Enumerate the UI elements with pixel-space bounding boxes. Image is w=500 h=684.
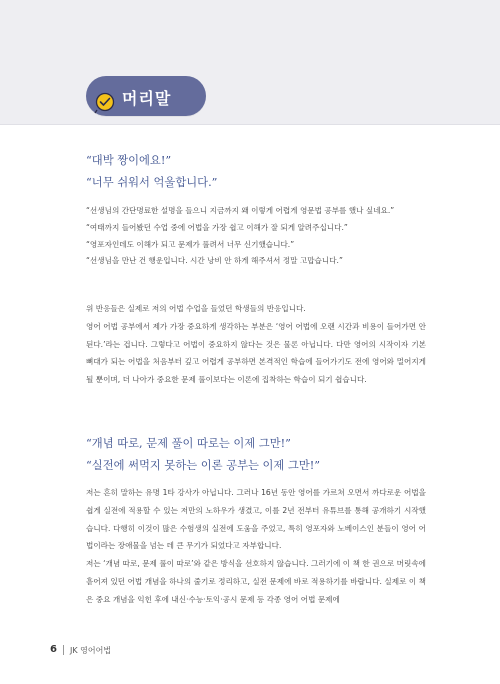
mouse-cursor-icon (94, 90, 118, 114)
quote-line: “실전에 써먹지 못하는 이론 공부는 이제 그만!” (86, 459, 321, 472)
testimonial-item: “여태까지 들어봤던 수업 중에 어법을 가장 쉽고 이해가 잘 되게 알려주십니다.” (86, 222, 348, 232)
footer-divider (63, 645, 64, 655)
footer-label: JK 영어어법 (70, 646, 112, 655)
testimonial-item: “선생님을 만난 건 행운입니다. 시간 낭비 안 하게 해주셔서 정말 고맙습니다.” (86, 256, 343, 266)
page-number: 6 (50, 644, 57, 655)
testimonial-item: “선생님의 간단명료한 설명을 들으니 지금까지 왜 이렇게 어렵게 영문법 공부를 했나 싶네요.” (86, 206, 395, 215)
header-band (0, 0, 500, 125)
header-divider (0, 124, 500, 125)
body-paragraph: 위 반응들은 실제로 저의 어법 수업을 들었던 학생들의 반응입니다. 영어 어법 공부에서 제가 가장 중요하게 생각하는 부분은 ‘영어 어법에 오랜 시간과 비용이 들어가면 안 된다.’라는 겁니다. 그렇다고 어법이 중요하지 않다는 것은 물론 아닙니다. 다만 영어의 시작이자 기본 뼈대가 되는 어법을 처음부터 깊고 어렵게 공부하면 본격적인 학습에 들어가기도 전에 영어와 멀어지게 될 뿐이며, 더 나아가 중요한 문제 풀이보다는 이론에 집착하는 학습이 되기 쉽습니다. (86, 304, 426, 385)
body-paragraph: 저는 흔히 말하는 유명 1타 강사가 아닙니다. 그러나 16년 동안 영어를 가르쳐 오면서 까다로운 어법을 쉽게 실전에 적용할 수 있는 저만의 노하우가 생겼고, 이를 2년 전부터 유튜브를 통해 공개하기 시작했습니다. 다행히 이것이 많은 수험생의 실전에 도움을 주었고, 특히 영포자와 노베이스인 분들이 영어 어법이라는 장애물을 넘는 데 큰 무기가 되었다고 자부합니다. 저는 ‘개념 따로, 문제 풀이 따로’와 같은 방식을 선호하지 않습니다. 그러기에 이 책 한 권으로 머릿속에 흩어져 있던 어법 개념을 하나의 줄기로 정리하고, 실전 문제에 바로 적용하기를 바랍니다. 실제로 이 책은 중요 개념을 익힌 후에 내신·수능·토익·공시 문제 등 각종 영어 어법 문제에 (86, 488, 426, 604)
quote-line: “대박 짱이에요!” (86, 154, 172, 167)
page-title: 머리말 (122, 89, 172, 108)
testimonial-item: “영포자인데도 이해가 되고 문제가 풀려서 너무 신기했습니다.” (86, 239, 295, 249)
testimonial-list (86, 203, 431, 270)
quote-line: “너무 쉬워서 억울합니다.” (86, 176, 218, 189)
quote-line: “개념 따로, 문제 풀이 따로는 이제 그만!” (86, 437, 291, 450)
